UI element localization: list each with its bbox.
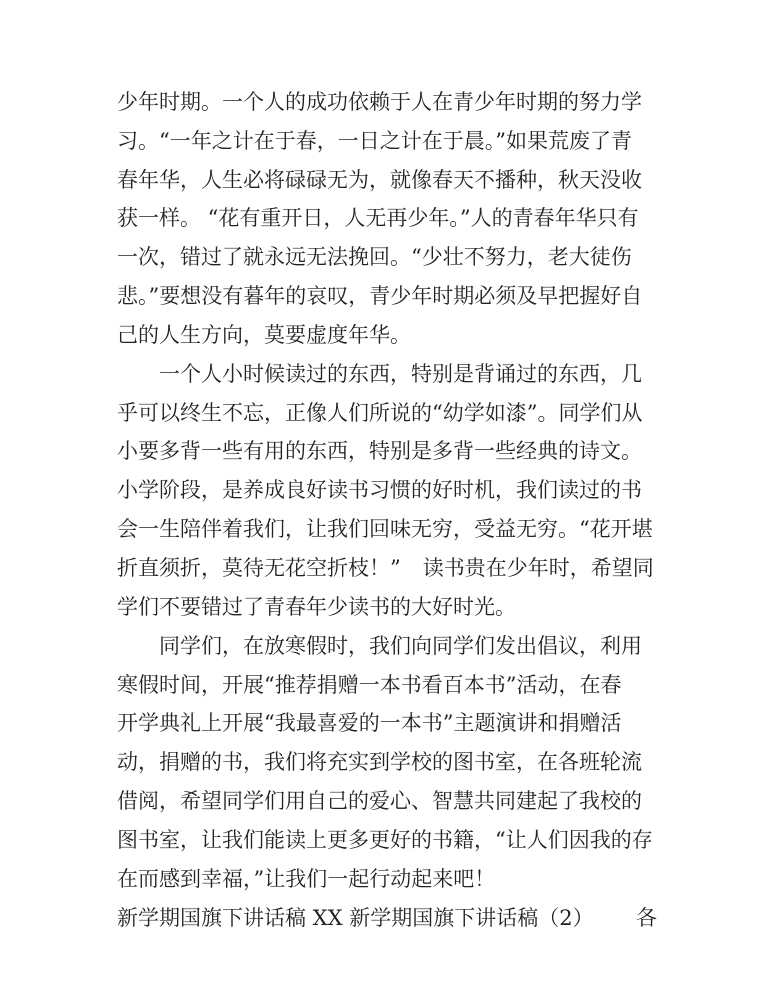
paragraph-line: 习。“一年之计在于春，一日之计在于晨。”如果荒废了青 <box>117 129 632 153</box>
paragraph-line: 寒假时间，开展“推荐捐赠一本书看百本书”活动，在春 <box>117 673 622 697</box>
paragraph-line: 一个人小时候读过的东西，特别是背诵过的东西，几 <box>159 362 642 386</box>
paragraph-line: 学们不要错过了青春年少读书的大好时光。 <box>117 595 516 619</box>
paragraph-line: 会一生陪伴着我们，让我们回味无穷，受益无穷。“花开堪 <box>117 517 653 541</box>
paragraph-line: 己的人生方向，莫要虚度年华。 <box>117 323 411 347</box>
paragraph-line: 春年华，人生必将碌碌无为，就像春天不播种，秋天没收 <box>117 168 642 192</box>
sentence-text: 读书贵在少年时，希望同 <box>422 556 654 580</box>
paragraph-line: 借阅，希望同学们用自己的爱心、智慧共同建起了我校的 <box>117 789 642 813</box>
paragraph-line: 同学们，在放寒假时，我们向同学们发出倡议，利用 <box>159 634 642 658</box>
paragraph-line: 乎可以终生不忘，正像人们所说的“幼学如漆”。同学们从 <box>117 401 643 425</box>
quote-text: 折直须折，莫待无花空折枝！” <box>117 556 401 580</box>
paragraph-line <box>117 554 677 582</box>
paragraph-line: 悲。”要想没有暮年的哀叹，青少年时期必须及早把握好自 <box>117 284 643 308</box>
paragraph-line: 少年时期。一个人的成功依赖于人在青少年时期的努力学 <box>117 90 642 114</box>
paragraph-line: 开学典礼上开展“我最喜爱的一本书”主题演讲和捐赠活 <box>117 711 622 735</box>
paragraph-line: 小学阶段，是养成良好读书习惯的好时机，我们读过的书 <box>117 478 642 502</box>
section-heading-line: 新学期国旗下讲话稿 XX 新学期国旗下讲话稿（2） <box>117 906 594 930</box>
paragraph-line: 在而感到幸福，”让我们一起行动起来吧！ <box>117 867 496 891</box>
paragraph-line: 动，捐赠的书，我们将充实到学校的图书室，在各班轮流 <box>117 750 642 774</box>
paragraph-line: 小要多背一些有用的东西，特别是多背一些经典的诗文。 <box>117 439 642 463</box>
paragraph-line: 一次，错过了就永远无法挽回。“少壮不努力，老大徒伤 <box>117 245 632 269</box>
heading-tail: 各 <box>636 906 657 930</box>
paragraph-line: 图书室，让我们能读上更多更好的书籍，“让人们因我的存 <box>117 828 653 852</box>
paragraph-line: 获一样。 “花有重开日，人无再少年。”人的青春年华只有 <box>117 206 639 230</box>
